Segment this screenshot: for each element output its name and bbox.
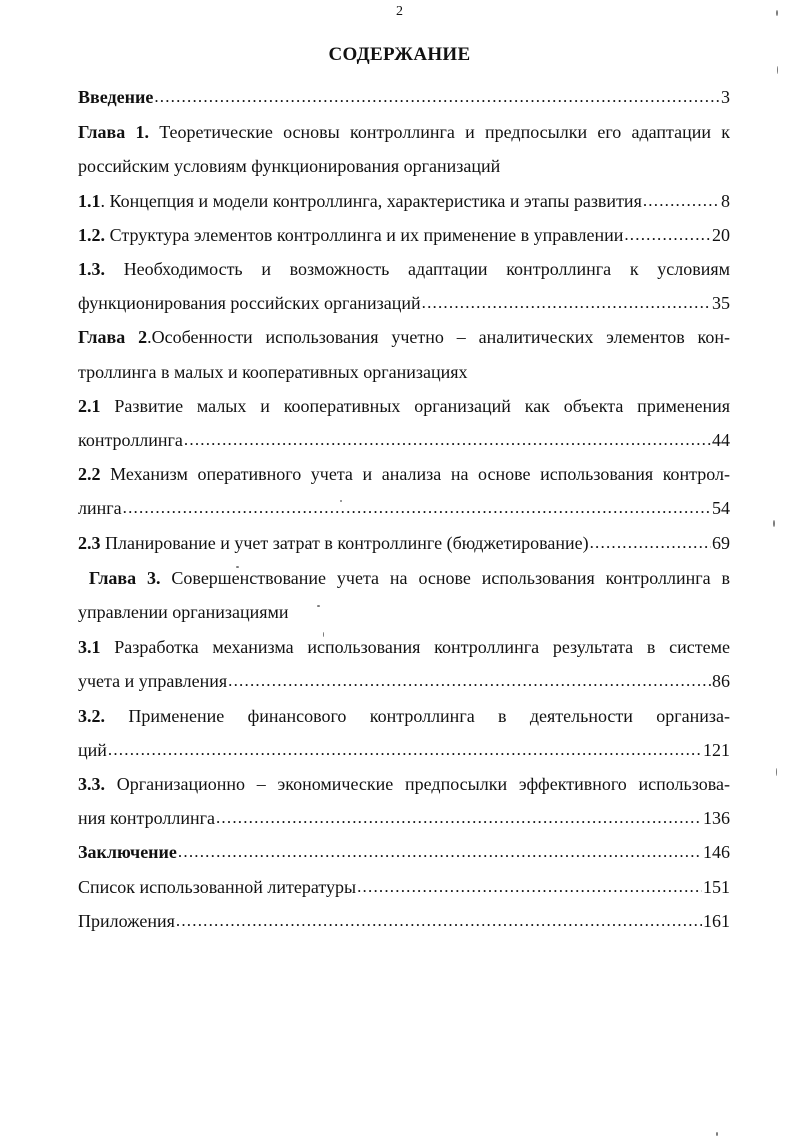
dot-leader xyxy=(123,491,711,525)
toc-page-number: 69 xyxy=(712,532,730,553)
dot-leader xyxy=(357,870,702,904)
toc-chapter-3-title-cont xyxy=(78,595,730,629)
toc-page-number: 35 xyxy=(712,293,730,314)
section-title-line: учета и управления xyxy=(78,671,228,692)
section-number: 1.3. xyxy=(78,259,105,280)
toc-page-number: 146 xyxy=(703,842,730,863)
section-number: 2.2 xyxy=(78,464,101,485)
toc-entry-label: Заключение xyxy=(78,842,177,863)
section-title-line: линга xyxy=(78,498,122,519)
section-number: 2.1 xyxy=(78,395,101,416)
section-title-line: функционирования российских организаций xyxy=(78,293,421,314)
table-of-contents xyxy=(78,80,730,938)
toc-entry-label: Приложения xyxy=(78,910,175,931)
toc-page-number: 151 xyxy=(703,876,730,897)
dot-leader xyxy=(590,526,711,560)
toc-chapter-2-title-cont xyxy=(78,355,730,389)
toc-entry-references xyxy=(78,870,730,904)
toc-entry-1-3-cont xyxy=(78,286,730,320)
toc-page-number: 161 xyxy=(703,910,730,931)
scan-speck xyxy=(317,605,320,607)
chapter-title-line: российским условиям функционирования организаций xyxy=(78,156,501,177)
dot-leader xyxy=(422,286,711,320)
toc-chapter-2-title xyxy=(78,320,730,354)
toc-chapter-1-title xyxy=(78,115,730,149)
page-number: 2 xyxy=(396,4,403,19)
section-title: . Концепция и модели контроллинга, характеристика и этапы развития xyxy=(100,190,642,211)
toc-entry-1-2 xyxy=(78,218,730,252)
section-number: 1.1 xyxy=(78,190,101,211)
chapter-title-line: управлении организациями xyxy=(78,602,289,623)
toc-page-number: 136 xyxy=(703,808,730,829)
toc-entry-3-3 xyxy=(78,767,730,801)
toc-entry-2-2 xyxy=(78,457,730,491)
section-title-line: Необходимость и возможность адаптации контроллинга к условиям xyxy=(123,259,731,280)
scan-speck xyxy=(340,500,342,502)
section-number: 2.3 xyxy=(78,532,101,553)
section-title-line: Организационно – экономические предпосылки эффективного использова- xyxy=(116,774,730,795)
toc-entry-2-1-cont xyxy=(78,423,730,457)
toc-chapter-1-title-cont xyxy=(78,149,730,183)
section-title: Планирование и учет затрат в контроллинге (бюджетирование) xyxy=(105,532,589,553)
toc-page-number: 20 xyxy=(712,224,730,245)
dot-leader xyxy=(184,423,711,457)
dot-leader xyxy=(643,184,720,218)
toc-entry-conclusion xyxy=(78,835,730,869)
toc-entry-appendices xyxy=(78,904,730,938)
scan-speck xyxy=(236,566,239,568)
document-title: СОДЕРЖАНИЕ xyxy=(328,44,471,65)
toc-entry-label: Список использованной литературы xyxy=(78,876,357,897)
toc-page-number: 3 xyxy=(721,87,730,107)
scan-speck xyxy=(777,66,778,74)
section-number: 1.2. xyxy=(78,224,105,245)
scan-speck xyxy=(716,1132,718,1136)
toc-entry-introduction xyxy=(78,80,730,114)
chapter-number: Глава 3. xyxy=(88,567,161,588)
section-title-line: Разработка механизма использования контроллинга результата в системе xyxy=(114,637,731,658)
section-title-line: контроллинга xyxy=(78,430,183,451)
chapter-title-line: .Особенности использования учетно – аналитических элементов кон- xyxy=(147,327,730,348)
toc-entry-3-1-cont xyxy=(78,664,730,698)
toc-chapter-3-title xyxy=(78,561,730,595)
section-title-line: ния контроллинга xyxy=(78,808,215,829)
chapter-title-line: троллинга в малых и кооперативных организациях xyxy=(78,361,468,382)
scan-speck xyxy=(773,520,775,527)
chapter-title-line: Теоретические основы контроллинга и предпосылки его адаптации к xyxy=(159,122,730,143)
section-title-line: Механизм оперативного учета и анализа на основе использования контрол- xyxy=(110,464,731,485)
section-number: 3.3. xyxy=(78,774,105,795)
section-title-line: Развитие малых и кооперативных организаций как объекта применения xyxy=(114,395,730,416)
toc-entry-3-3-cont xyxy=(78,801,730,835)
section-title-line: ций xyxy=(78,739,107,760)
toc-entry-3-1 xyxy=(78,630,730,664)
dot-leader xyxy=(178,835,702,869)
toc-entry-2-3 xyxy=(78,526,730,560)
toc-page-number: 8 xyxy=(721,190,730,211)
dot-leader xyxy=(108,733,702,767)
chapter-number: Глава 2 xyxy=(78,327,148,348)
toc-entry-2-1 xyxy=(78,389,730,423)
toc-entry-3-2 xyxy=(78,699,730,733)
toc-entry-label: Введение xyxy=(78,87,154,107)
dot-leader xyxy=(228,664,711,698)
scan-speck xyxy=(776,10,778,16)
toc-page-number: 121 xyxy=(703,739,730,760)
scan-speck xyxy=(323,632,324,637)
chapter-title-line: Совершенствование учета на основе использования контроллинга в xyxy=(171,567,730,588)
chapter-number: Глава 1. xyxy=(78,122,149,143)
toc-page-number: 86 xyxy=(712,671,730,692)
dot-leader xyxy=(154,80,720,114)
section-title-line: Применение финансового контроллинга в деятельности организа- xyxy=(128,705,730,726)
toc-entry-2-2-cont xyxy=(78,491,730,525)
dot-leader xyxy=(624,218,711,252)
section-title: Структура элементов контроллинга и их применение в управлении xyxy=(109,224,624,245)
toc-page-number: 44 xyxy=(712,430,730,451)
dot-leader xyxy=(216,801,702,835)
toc-entry-1-1 xyxy=(78,184,730,218)
section-number: 3.2. xyxy=(78,705,105,726)
section-number: 3.1 xyxy=(78,637,101,658)
toc-entry-1-3 xyxy=(78,252,730,286)
scan-speck xyxy=(776,768,777,776)
dot-leader xyxy=(176,904,702,938)
toc-page-number: 54 xyxy=(712,498,730,519)
toc-entry-3-2-cont xyxy=(78,733,730,767)
